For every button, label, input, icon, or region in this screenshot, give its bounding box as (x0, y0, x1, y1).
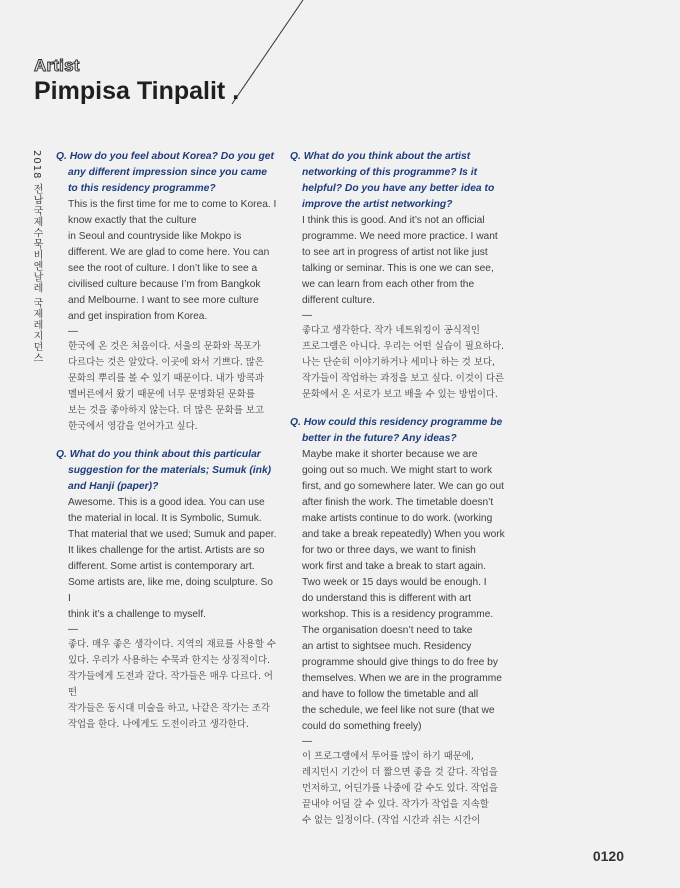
answer-english: I think this is good. And it’s not an official programme. We need more practice. I want to see art in progress of artist not like just talking or seminar. This is one we can see, we can learn from each other from the different culture. (302, 215, 498, 306)
qa-block (290, 149, 512, 403)
question: Q. How do you feel about Korea? Do you get any different impression since you came to this residency programme? (56, 151, 274, 194)
header (34, 56, 239, 106)
separator-dash: — (302, 736, 312, 747)
question: Q. How could this residency programme be better in the future? Any ideas? (290, 417, 503, 444)
answer-korean: 한국에 온 것은 처음이다. 서울의 문화와 목포가 다르다는 것은 알았다. 이곳에 와서 기쁘다. 많은 문화의 뿌리를 볼 수 있기 때문이다. 내가 방콕과 멜버른에서 왔기 때문에 너무 문명화된 문화를 보는 것을 좋아하지 않는다. 더 많은 문화를 보고 한국에서 영감을 얻어가고 싶다. (68, 341, 264, 432)
artist-name: Pimpisa Tinpalit . (34, 77, 240, 105)
qa-block (290, 415, 512, 829)
question: Q. What do you think about the artist networking of this programme? Is it helpful? Do you have any better idea to improve the artist networking? (290, 151, 495, 210)
answer-korean: 이 프로그램에서 투어를 많이 하기 때문에, 레지던시 기간이 더 짧으면 좋을 것 같다. 작업을 먼저하고, 어딘가를 나중에 갈 수도 있다. 작업을 끝내야 어딜 갈 수 있다. 작가가 작업을 지속할 수 없는 일정이다. (작업 시간과 쉬는 시간이 (302, 751, 498, 826)
qa-block (56, 149, 278, 435)
qa-block (56, 447, 278, 733)
separator-dash: — (68, 326, 78, 337)
answer-english: Awesome. This is a good idea. You can use the material in local. It is Symbolic, Sumuk. That material that we used; Sumuk and paper. It likes challenge for the artist. Artists are so different. Some artist is contemporary art. Some artists are, like me, doing sculpture. So I think it’s a challenge to myself. (68, 497, 277, 620)
answer-korean: 좋다. 매우 좋은 생각이다. 지역의 재료를 사용할 수 있다. 우리가 사용하는 수묵과 한지는 상징적이다. 작가들에게 도전과 같다. 작가들은 매우 다르다. 어떤 작가들은 동시대 미술을 하고, 나같은 작가는 조각 작업을 한다. 나에게도 도전이라고 생각한다. (68, 639, 276, 730)
question: Q. What do you think about this particular suggestion for the materials; Sumuk (ink) and Hanji (paper)? (56, 449, 272, 492)
answer-english: Maybe make it shorter because we are going out so much. We might start to work first, and go somewhere later. We can go out after finish the work. The timetable doesn’t make artists continue to do work. (working and take a break repeatedly) When you work for two or three days, we want to finish work first and take a break to start again. Two week or 15 days would be enough. I do understand this is different with art workshop. This is a residency programme. The organisation doesn’t need to take an artist to sightsee much. Residency programme should give things to do free by themselves. When we are in the programme and have to follow the timetable and all the schedule, we feel like not sure (that we could do something freely) (302, 449, 505, 732)
side-vertical-title: 2018 전남국제수묵비엔날레 국제레지던스 (31, 150, 42, 364)
left-column (56, 149, 278, 745)
artist-label: Artist (34, 56, 80, 75)
answer-english: This is the first time for me to come to Korea. I know exactly that the culture in Seoul and countryside like Mokpo is different. We are glad to come here. You can see the root of culture. I don’t like to see a civilised culture because I’m from Bangkok and Melbourne. I want to see more culture and get inspiration from Korea. (68, 199, 277, 322)
separator-dash: — (68, 624, 78, 635)
right-column (290, 149, 512, 841)
separator-dash: — (302, 310, 312, 321)
page-number: 0120 (592, 848, 624, 864)
answer-korean: 좋다고 생각한다. 작가 네트워킹이 공식적인 프로그램은 아니다. 우리는 어떤 실습이 필요하다. 나는 단순히 이야기하거나 세미나 하는 것 보다, 작가들이 작업하는 과정을 보고 싶다. 이것이 다른 문화에서 온 서로가 보고 배울 수 있는 방법이다. (302, 325, 504, 400)
